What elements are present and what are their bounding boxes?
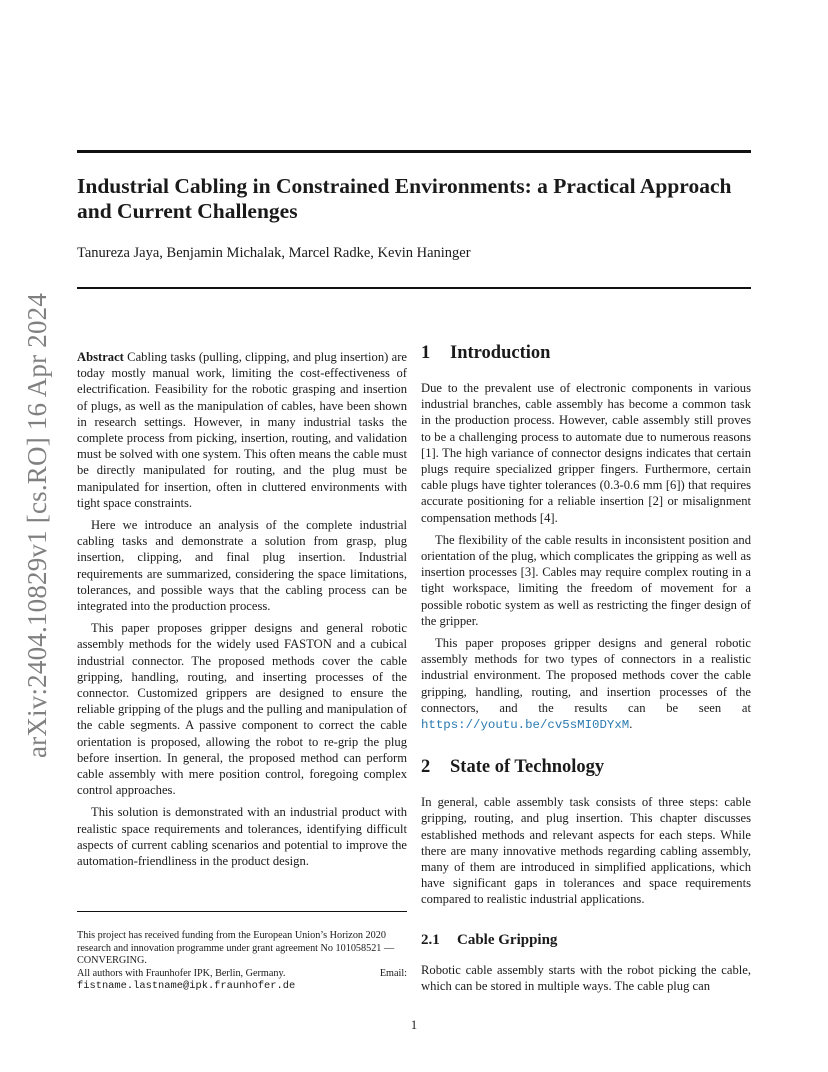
section-title: Introduction [450,343,551,363]
header-rule [77,287,751,289]
right-column [421,341,751,1000]
intro-paragraph: The flexibility of the cable results in inconsistent position and orientation of the plug, which complicates the gripping as well as insertion processes [3]. Cables may require complex routing in a tight workspace, limiting the freedom of movement for a possible robotic system as well as restricting the finger design of the gripper. [421,532,751,628]
sot-paragraph: In general, cable assembly task consists of three steps: cable gripping, routing, and plug insertion. This chapter discusses established methods and relevant aspects for each steps. While there are many innovative methods regarding cabling assembly, many of them are introduced in simplified applications, which have significant gaps in tolerances and space requirements compared to realistic industrial applications. [421,795,751,907]
affiliation-note [77,968,407,981]
video-link[interactable]: https://youtu.be/cv5sMI0DYxM [421,718,630,733]
funding-note: This project has received funding from the European Union’s Horizon 2020 research and innovation programme under grant agreement No 101058521 — CONVERGING. [77,930,395,967]
section-number: 1 [421,343,431,363]
section-number: 2 [421,757,431,778]
abstract-paragraph [77,349,407,511]
intro-paragraph: Due to the prevalent use of electronic components in various industrial branches, cable assembly has become a common task in the production process. However, cable assembly still proves to be a challenging process to automate due to numerous reasons [1]. The high variance of connector designs indicates that certain plugs require specialized gripper fingers. Furthermore, certain cable plugs have tighter tolerances (0.3-0.6 mm [6]) that requires accurate positioning for a reliable insertion [2] or misalignment compensation methods [4]. [421,381,751,525]
footnote-rule [77,911,407,912]
section-title: State of Technology [450,757,605,778]
subsection-title: Cable Gripping [457,931,558,948]
section-heading-introduction [421,341,751,365]
left-column [77,349,407,875]
abstract-text: Cabling tasks (pulling, clipping, and plug insertion) are today mostly manual work, limiting the cost-effectiveness of electrification. Feasibility for the robotic grasping and insertion of plugs, as well as the manipulation of cables, have been shown in research settings. However, in many industrial tasks the complete process from picking, insertion, routing, and validation must be solved with one system. This often means the cable must be directly manipulated for routing, and the plug must be manipulated for insertion, often in cluttered environments with tight space constraints. [77,350,407,510]
cable-gripping-paragraph: Robotic cable assembly starts with the robot picking the cable, which can be stored in multiple ways. The cable plug can [421,962,751,993]
email-label: Email: [379,967,407,979]
subsection-heading-cable-gripping [421,930,751,950]
paper-title: Industrial Cabling in Constrained Environments: a Practical Approach and Current Challenges [77,174,732,223]
contact-email: fistname.lastname@ipk.fraunhofer.de [77,980,296,993]
abstract-paragraph: This paper proposes gripper designs and general robotic assembly methods for the widely used FASTON and a cubical industrial connector. The proposed methods cover the cable gripping, handling, routing, and inserting processes of the connector. Customized grippers are designed to ensure the reliable gripping of the plugs and the pulling and manipulation of the cable segments. A passive component to correct the cable orientation is proposed, allowing the robot to re-grip the plug before insertion. In general, the proposed method can perform cable assembly with mere position control, foregoing complex control approaches. [77,621,407,798]
subsection-number: 2.1 [421,931,440,948]
arxiv-identifier: arXiv:2404.10829v1 [cs.RO] 16 Apr 2024 [22,292,52,758]
author-list: Tanureza Jaya, Benjamin Michalak, Marcel Radke, Kevin Haninger [77,245,471,261]
abstract-paragraph: Here we introduce an analysis of the complete industrial cabling tasks and demonstrate a solution from grasp, plug insertion, clipping, and final plug insertion. Industrial requirements are summarized, considering the space limitations, tolerances, and possible ways that the cabling process can be integrated into the production process. [77,518,407,614]
abstract-label: Abstract [77,350,124,364]
top-rule [77,150,751,153]
intro-paragraph [421,635,751,733]
intro-period: . [629,717,633,732]
affiliation-text: All authors with Fraunhofer IPK, Berlin, Germany. [77,967,286,979]
intro-text: This paper proposes gripper designs and general robotic assembly methods for two types of connectors in a realistic industrial environment. The proposed methods cover the cable gripping, handling, routing, and insertion processes of the connectors, and the results can be seen at [421,636,751,715]
section-heading-state-of-technology [421,755,751,779]
page-number: 1 [410,1018,418,1032]
footnotes [77,930,407,993]
abstract-paragraph: This solution is demonstrated with an industrial product with realistic space requirements and tolerances, identifying difficult aspects of current cabling scenarios and potential to improve the automation-friendliness in the product design. [77,805,407,869]
